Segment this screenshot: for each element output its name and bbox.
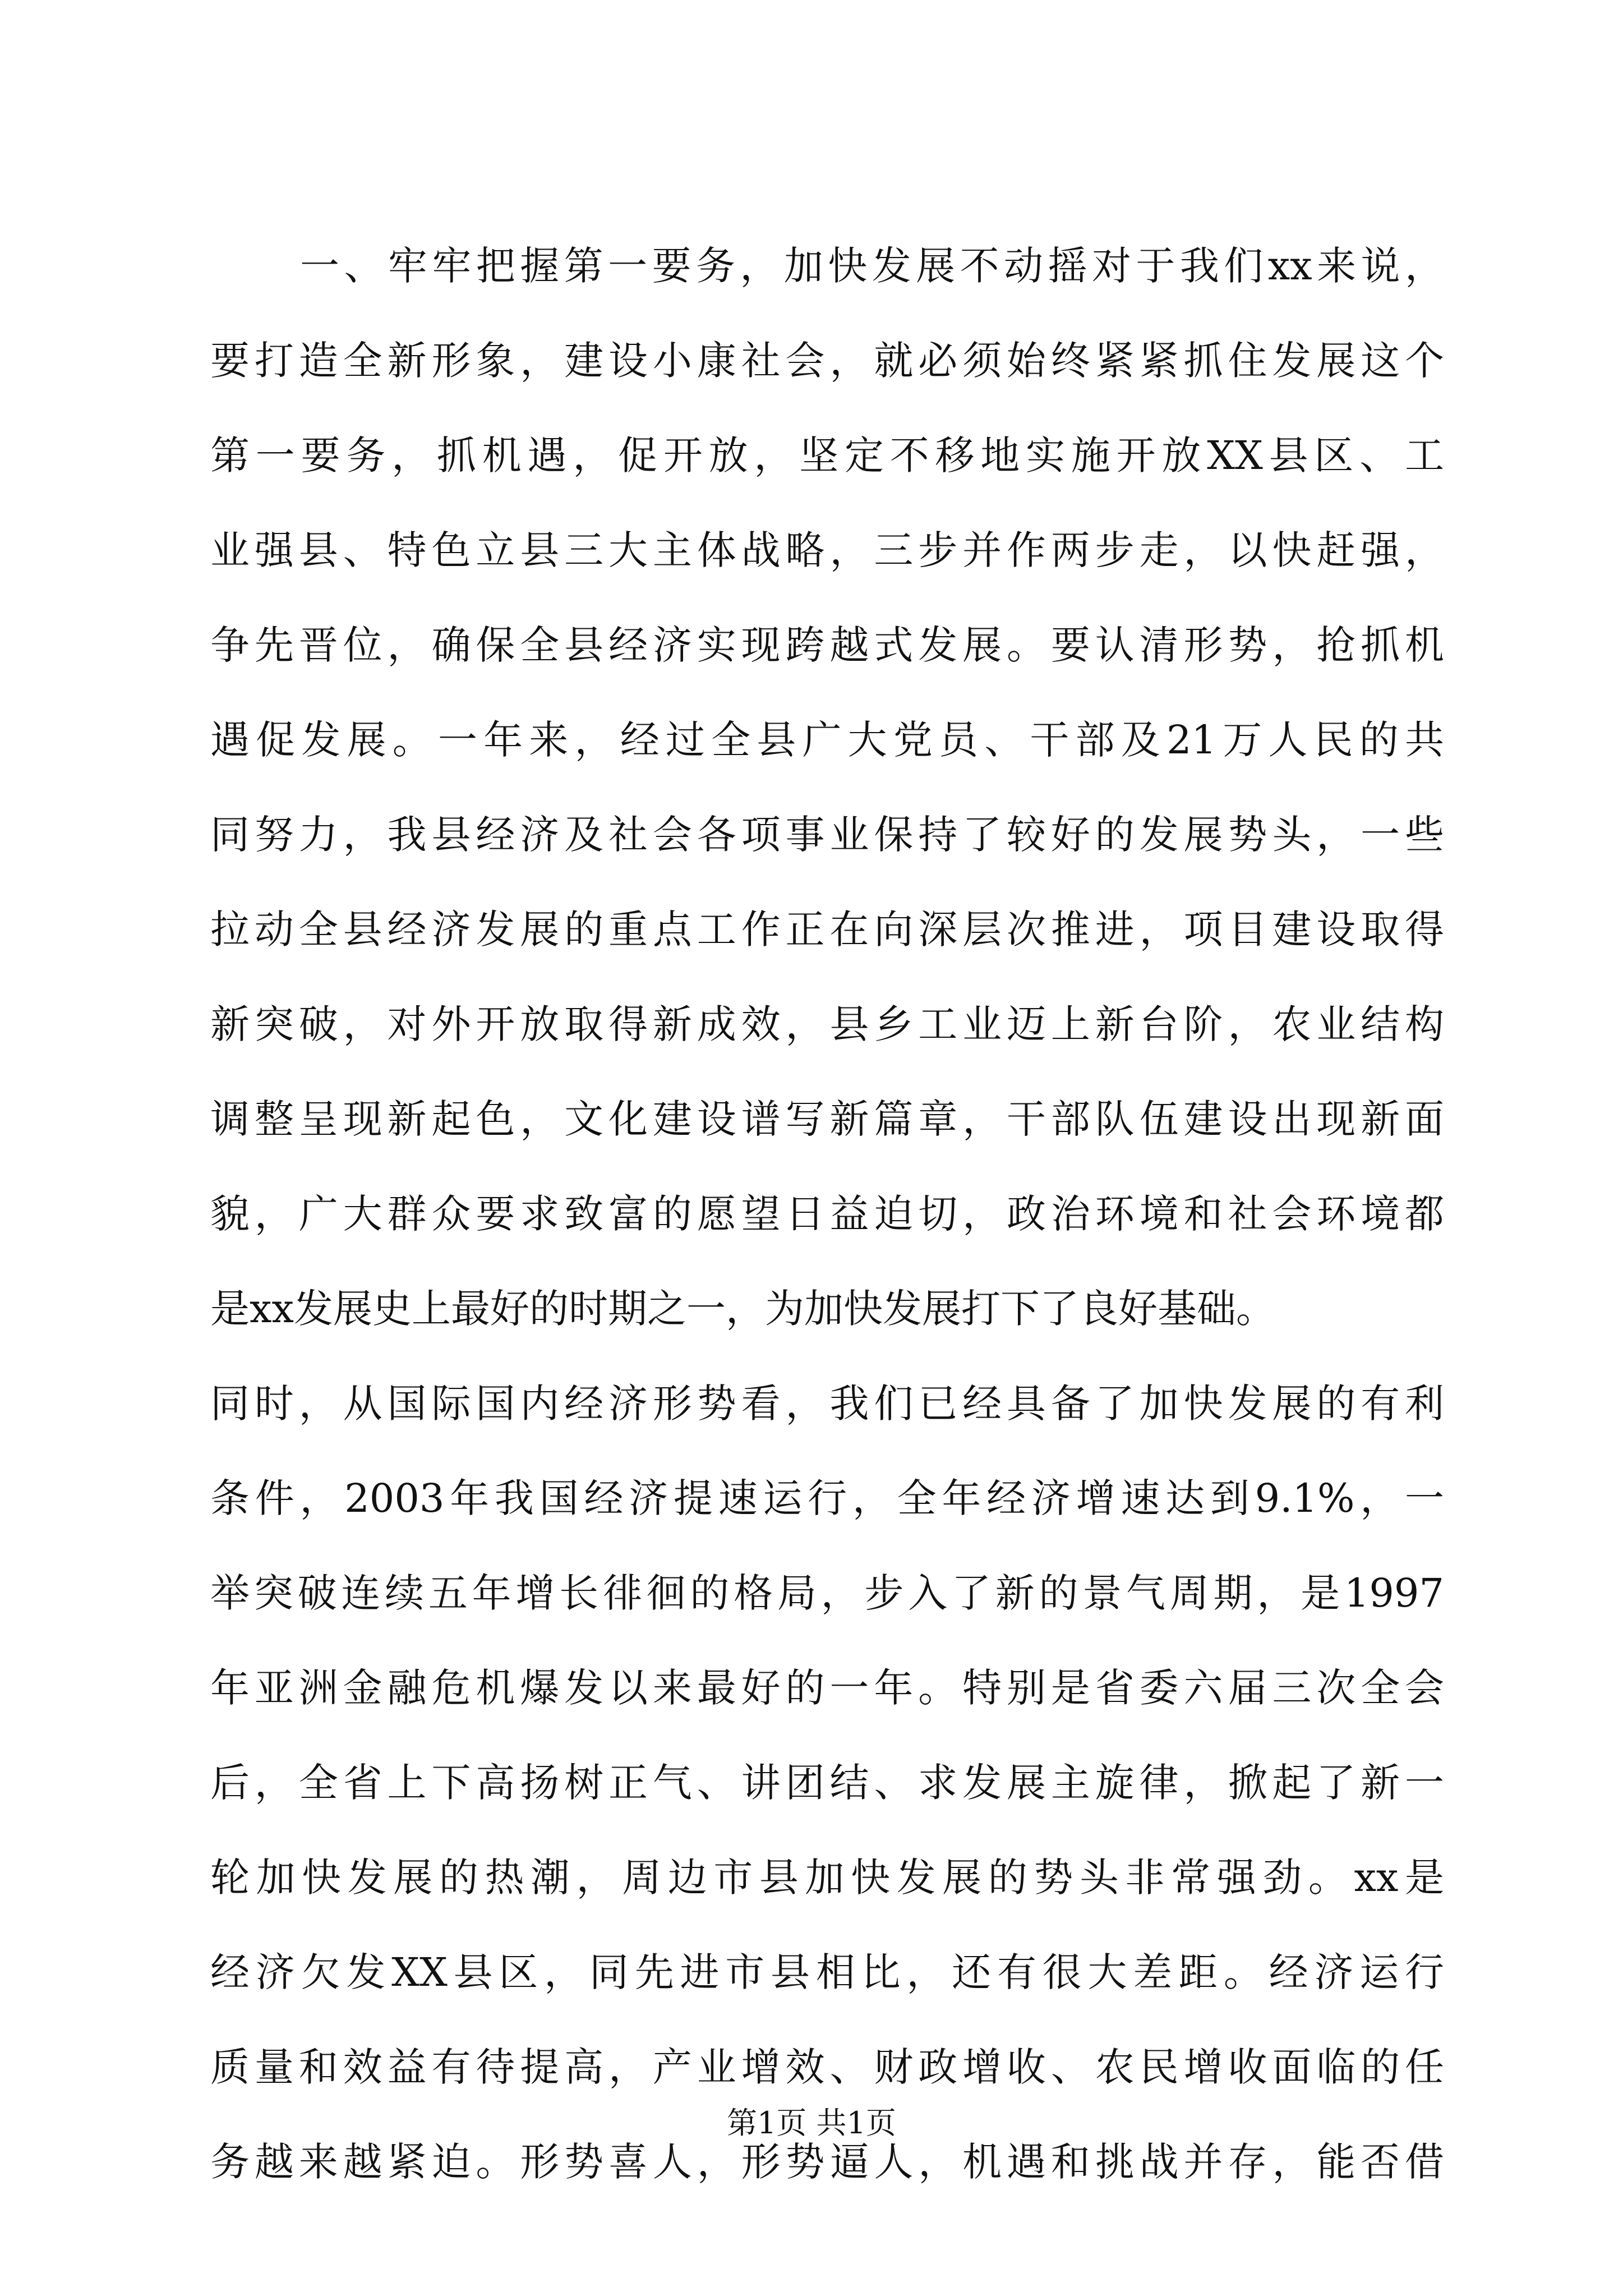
text-line: 遇促发展。一年来，经过全县广大党员、干部及21万人民的共	[210, 717, 1444, 763]
text-line: 同时，从国际国内经济形势看，我们已经具备了加快发展的有利	[210, 1381, 1444, 1427]
text-line: 业强县、特色立县三大主体战略，三步并作两步走，以快赶强，	[210, 527, 1444, 573]
text-line: 轮加快发展的热潮，周边市县加快发展的势头非常强劲。xx是	[210, 1855, 1444, 1901]
text-line: 拉动全县经济发展的重点工作正在向深层次推进，项目建设取得	[210, 907, 1444, 953]
text-line: 貌，广大群众要求致富的愿望日益迫切，政治环境和社会环境都	[210, 1191, 1444, 1237]
text-line: 质量和效益有待提高，产业增效、财政增收、农民增收面临的任	[210, 2044, 1444, 2090]
text-line: 一、牢牢把握第一要务，加快发展不动摇对于我们xx来说，	[300, 243, 1444, 289]
text-line: 同努力，我县经济及社会各项事业保持了较好的发展势头，一些	[210, 812, 1444, 858]
text-line: 举突破连续五年增长徘徊的格局，步入了新的景气周期，是1997	[210, 1570, 1444, 1616]
text-line: 务越来越紧迫。形势喜人，形势逼人，机遇和挑战并存，能否借	[210, 2139, 1444, 2185]
text-line: 条件，2003年我国经济提速运行，全年经济增速达到9.1%，一	[210, 1475, 1444, 1521]
body-paragraph	[210, 219, 1444, 2210]
text-line: 新突破，对外开放取得新成效，县乡工业迈上新台阶，农业结构	[210, 1001, 1444, 1047]
text-line: 年亚洲金融危机爆发以来最好的一年。特别是省委六届三次全会	[210, 1665, 1444, 1711]
text-line: 后，全省上下高扬树正气、讲团结、求发展主旋律，掀起了新一	[210, 1760, 1444, 1806]
text-line: 第一要务，抓机遇，促开放，坚定不移地实施开放XX县区、工	[210, 432, 1444, 478]
text-line: 经济欠发XX县区，同先进市县相比，还有很大差距。经济运行	[210, 1949, 1444, 1995]
text-line: 是xx发展史上最好的时期之一，为加快发展打下了良好基础。	[210, 1286, 1275, 1332]
page-footer: 第1页 共1页	[727, 2105, 896, 2141]
text-line: 争先晋位，确保全县经济实现跨越式发展。要认清形势，抢抓机	[210, 622, 1444, 668]
text-line: 要打造全新形象，建设小康社会，就必须始终紧紧抓住发展这个	[210, 338, 1444, 384]
text-line: 调整呈现新起色，文化建设谱写新篇章，干部队伍建设出现新面	[210, 1096, 1444, 1142]
